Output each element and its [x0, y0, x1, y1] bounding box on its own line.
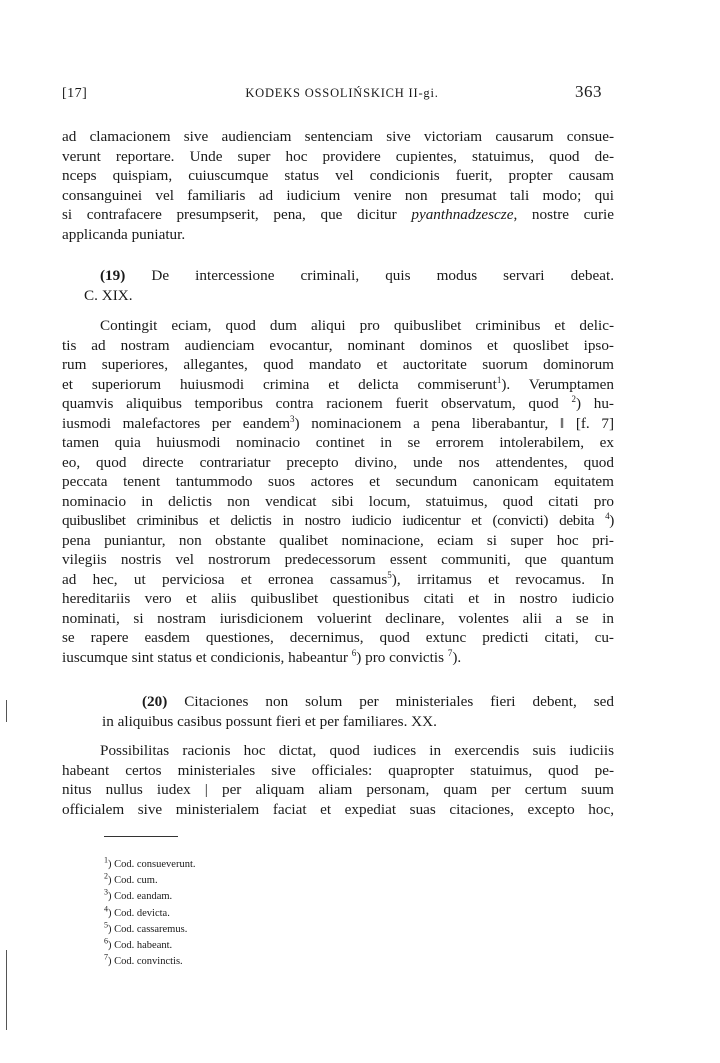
text-line: vilegiis nostris vel nostrorum predecessorum essent communiti, que quantum [62, 551, 614, 568]
text-line [62, 205, 614, 225]
footnote [104, 938, 195, 954]
text-line: pena puniantur, non obstante qualibet nominacione, eciam si super hoc pri- [62, 531, 614, 549]
page-number: 363 [575, 82, 602, 101]
text-line: tamen quia huiusmodi nominacio continet in se errorem intolerabilem, ex [62, 434, 614, 451]
text-line [62, 511, 614, 531]
paragraph-continuation [62, 127, 614, 244]
text-line [62, 414, 614, 434]
text-line [62, 648, 614, 668]
footnote [104, 889, 195, 905]
text-segment: iuscumque sint status et condicionis, habeantur [62, 648, 348, 666]
text-line [62, 375, 614, 395]
text-line: Possibilitas racionis hoc dictat, quod iudices in exercendis suis iudiciis [100, 742, 614, 759]
paragraph-20 [62, 741, 614, 819]
text-segment: quamvis aliquibus temporibus contra racionem fuerit observatum, quod [62, 395, 559, 412]
footnote-ref: 1 [496, 374, 502, 385]
text-line [62, 570, 614, 590]
text-segment: ). Verumptamen [501, 375, 614, 393]
text-segment: ), irritamus et revocamus. In [391, 570, 614, 588]
chapter-label: C. XIX. [84, 286, 133, 304]
text-line: nceps quispiam, cuiuscumque status vel condicionis fuerit, propter causam [62, 167, 614, 184]
footnote-text: ) Cod. consueverunt. [108, 859, 196, 870]
heading-text: De intercessione criminali, quis modus servari debeat. [125, 267, 614, 284]
scan-edge-mark [6, 950, 7, 1030]
heading-text: Citaciones non solum per ministeriales fieri debent, sed [167, 693, 614, 710]
footnote-ref: 7 [447, 647, 453, 658]
text-segment: ) pro convictis [356, 648, 445, 666]
footnote-mark: 5 [104, 920, 108, 930]
section-heading-20 [62, 692, 614, 731]
heading-line [62, 266, 614, 286]
text-segment: ). [452, 648, 462, 666]
text-segment: ad hec, ut perviciosa et erronea cassamus [62, 570, 388, 588]
footnote-ref: 5 [387, 569, 392, 580]
header-section-ref: [17] [62, 86, 88, 101]
footnote [104, 906, 195, 922]
footnote-text: ) Cod. convinctis. [108, 956, 183, 968]
column-mark: ‖ [559, 414, 565, 432]
polish-term: pyanthnadzescze [411, 206, 514, 223]
section-heading-19 [62, 266, 614, 305]
text-line: tis ad nostram audienciam evocantur, nominant dominos et quoslibet ipso- [62, 336, 614, 354]
text-line: officialem sive ministerialem faciat et expediat suas citaciones, excepto hoc, [62, 800, 614, 818]
text-line: se rapere easdem questiones, decernimus, quod extunc predicti citati, cu- [62, 629, 614, 646]
paragraph-19 [62, 316, 614, 667]
text-line: rum superiores, allegantes, quod mandato et auctoritate suorum dominorum [62, 356, 614, 373]
footnote [104, 873, 195, 889]
text-line: habeant certos ministeriales sive officiales: quapropter statuimus, quod pe- [62, 761, 614, 779]
footnote-text: ) Cod. devicta. [108, 907, 170, 919]
footnote-divider [104, 836, 178, 837]
text-segment: ) nominacionem a pena liberabantur, [294, 414, 549, 432]
section-number: (19) [100, 267, 126, 284]
text-segment: si contrafacere presumpserit, pena, que dicitur [62, 206, 397, 223]
text-segment: , nostre curie [513, 206, 615, 223]
footnote-mark: 1 [104, 855, 108, 865]
footnote-ref: 2 [571, 393, 576, 404]
footnote-mark: 3 [104, 887, 108, 897]
text-segment: quibuslibet criminibus et delictis in nostro iudicio iudicentur et (convicti) debita [62, 512, 595, 529]
footnote-mark: 4 [104, 904, 108, 914]
footnote [104, 954, 195, 970]
text-line: nitus nullus iudex | per aliquam aliam personam, quam per certum suum [62, 781, 614, 798]
footnote-text: ) Cod. habeant. [108, 940, 173, 952]
text-line: consanguinei vel familiaris ad iudicium venire non presumat tali modo; qui [62, 186, 614, 204]
footnote-text: ) Cod. cum. [108, 875, 158, 887]
footnote [104, 857, 195, 873]
footnote-mark: 7 [104, 952, 108, 962]
text-line: nominati, si nostram iurisdicionem voluerint declinare, volentes alii a se in [62, 609, 614, 627]
text-segment: ) hu- [575, 395, 614, 412]
footnote-text: ) Cod. eandam. [108, 891, 173, 903]
footnote-mark: 6 [104, 936, 108, 946]
text-line: eo, quod directe contrariatur precepto divino, unde nos attendentes, quod [62, 453, 614, 471]
footnote-ref: 3 [290, 413, 295, 424]
scan-edge-mark [6, 700, 7, 722]
text-line: applicanda puniatur. [62, 225, 186, 243]
text-line: verunt reportare. Unde super hoc providere cupientes, statuimus, quod de- [62, 147, 614, 165]
text-line [62, 394, 614, 414]
text-line: ad clamacionem sive audienciam sentenciam sive victoriam causarum consue- [62, 128, 614, 145]
footnote-ref: 4 [605, 510, 610, 521]
text-line: peccata tenent tantummodo suos actores et secundum canonicam equitatem [62, 473, 614, 490]
text-segment: et superiorum huiusmodi crimina et delicta commiserunt [62, 375, 497, 393]
text-line: nominacio in delictis non vendicat sibi locum, statuimus, quod citati pro [62, 492, 614, 510]
section-number: (20) [142, 693, 168, 710]
running-title: KODEKS OSSOLIŃSKICH II-gi. [245, 86, 439, 100]
heading-line [62, 692, 614, 712]
footnote [104, 922, 195, 938]
folio-marker: [f. 7] [575, 414, 614, 432]
footnote-ref: 6 [351, 647, 357, 658]
text-segment: ) [609, 512, 614, 529]
text-line: Contingit eciam, quod dum aliqui pro quibuslibet criminibus et delic- [100, 317, 614, 334]
footnote-mark: 2 [104, 871, 108, 881]
footnotes [104, 857, 195, 970]
footnote-text: ) Cod. cassaremus. [108, 923, 188, 935]
heading-line: in aliquibus casibus possunt fieri et per familiares. XX. [102, 712, 437, 730]
text-line: hereditariis vero et aliis quibuslibet questionibus citati et in nostro iudicio [62, 590, 614, 607]
text-segment: iusmodi malefactores per eandem [62, 414, 291, 432]
